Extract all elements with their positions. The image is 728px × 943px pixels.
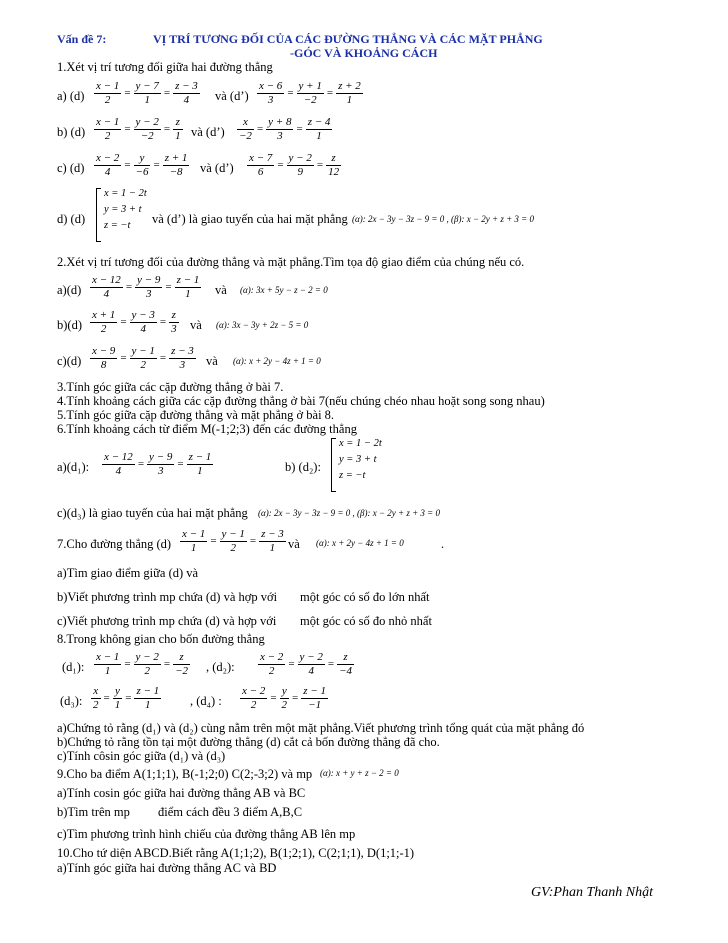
s8-d1-equation	[92, 651, 192, 677]
section-3: 3.Tính góc giữa các cặp đường thẳng ở bài 7.	[57, 380, 284, 394]
denominator: 2	[100, 322, 107, 335]
section-5: 5.Tính góc giữa cặp đường thẳng và mặt phẳng ở bài 8.	[57, 408, 335, 422]
section-9-title: 9.Cho ba điểm A(1;1;1), B(-1;2;0) C(2;-3;2) và mp	[57, 767, 313, 781]
denominator: 2	[230, 541, 236, 554]
denominator: 2	[104, 129, 111, 142]
numerator: y	[134, 152, 151, 166]
numerator: y − 9	[149, 451, 173, 463]
numerator: x − 6	[259, 80, 283, 92]
numerator: z + 2	[338, 80, 361, 92]
s8b: b)Chứng tỏ rằng tồn tại một đường thẳng (d) cắt cả bốn đường thẳng đã cho.	[57, 735, 440, 749]
fraction	[237, 116, 254, 142]
denominator: 2	[268, 664, 275, 677]
s1c-equation-d	[92, 152, 191, 178]
fraction	[173, 80, 200, 106]
s2b-plane: (α): 3x − 3y + 2z − 5 = 0	[216, 320, 309, 330]
fraction	[298, 651, 325, 677]
fraction	[94, 152, 121, 178]
equals-sign: =	[327, 657, 335, 670]
numerator: x − 2	[260, 651, 284, 663]
fraction	[175, 274, 202, 300]
s8-d3-label: (d₃):	[60, 694, 83, 708]
denominator: 1	[185, 287, 191, 300]
numerator: x + 1	[92, 309, 116, 321]
equals-sign: =	[288, 657, 295, 670]
s1d-planes: (α): 2x − 3y − 3z − 9 = 0 , (β): x − 2y + z + 3 = 0	[352, 214, 535, 224]
equals-sign: =	[296, 122, 303, 135]
fraction	[336, 80, 363, 106]
fraction	[173, 651, 190, 677]
numerator: x − 12	[104, 451, 133, 463]
s7-equation	[178, 528, 288, 554]
numerator: z	[326, 152, 341, 166]
numerator: x	[91, 685, 101, 699]
numerator: z − 3	[261, 528, 284, 540]
page-title: VỊ TRÍ TƯƠNG ĐỐI CỦA CÁC ĐƯỜNG THẲNG VÀ CÁC MẶT PHẲNG	[153, 32, 543, 46]
equals-sign: =	[210, 534, 217, 547]
equals-sign: =	[316, 158, 324, 171]
denominator: 3	[157, 464, 164, 477]
denominator: −2	[239, 129, 252, 142]
denominator: 1	[114, 698, 121, 711]
denominator: −1	[308, 698, 322, 711]
denominator: 3	[145, 287, 152, 300]
topic-label: Vấn đề 7:	[57, 32, 107, 46]
numerator: y − 1	[131, 345, 155, 357]
denominator: 8	[100, 358, 107, 371]
s7-dot: .	[441, 537, 445, 551]
equals-sign: =	[163, 122, 171, 135]
denominator: 1	[144, 93, 150, 106]
numerator: y − 2	[288, 152, 312, 164]
denominator: 1	[316, 129, 322, 142]
s1a-and: và (d’)	[215, 89, 249, 103]
denominator: 6	[257, 165, 264, 178]
denominator: −6	[135, 165, 149, 178]
fraction	[94, 651, 121, 677]
fraction	[180, 528, 207, 554]
page-subtitle: -GÓC VÀ KHOẢNG CÁCH	[290, 46, 438, 60]
fraction	[287, 152, 314, 178]
numerator: y	[280, 685, 290, 699]
numerator: y − 2	[135, 651, 159, 663]
numerator: z − 1	[188, 451, 212, 463]
fraction	[135, 274, 162, 300]
s1a-equation-dp	[255, 80, 365, 106]
equals-sign: =	[249, 534, 257, 547]
numerator: x − 2	[96, 152, 120, 164]
denominator: −2	[175, 664, 188, 677]
fraction	[134, 116, 161, 142]
fraction	[306, 116, 333, 142]
fraction	[240, 685, 267, 711]
s2b-label: b)(d)	[57, 318, 82, 332]
fraction	[134, 651, 161, 677]
numerator: y − 1	[221, 528, 245, 540]
s2c-and: và	[206, 354, 218, 368]
fraction	[130, 345, 157, 371]
s6b-sys-y: y = 3 + t	[339, 454, 377, 465]
numerator: x − 1	[182, 528, 206, 540]
denominator: 2	[250, 698, 257, 711]
s1a-label: a) (d)	[57, 89, 85, 103]
numerator: y − 9	[137, 274, 161, 286]
denominator: 4	[104, 165, 111, 178]
fraction	[94, 116, 121, 142]
s9a: a)Tính cosin góc giữa hai đường thẳng AB và BC	[57, 786, 306, 800]
fraction	[91, 685, 101, 711]
fraction	[169, 309, 179, 335]
s6b-sys-x: x = 1 − 2t	[339, 438, 382, 449]
equals-sign: =	[124, 86, 131, 99]
denominator: 2	[104, 93, 111, 106]
denominator: 2	[93, 698, 99, 711]
equals-sign: =	[287, 86, 294, 99]
equals-sign: =	[256, 122, 264, 135]
numerator: y − 2	[135, 116, 159, 128]
s1d-sys-x: x = 1 − 2t	[104, 188, 147, 199]
equals-sign: =	[124, 657, 131, 670]
s8-d4-label: , (d₄) :	[190, 694, 222, 708]
numerator: z − 4	[307, 116, 331, 128]
s7c-part2: một góc có số đo nhỏ nhất	[300, 614, 432, 628]
s6b-sys-z: z = −t	[339, 470, 366, 481]
s1b-label: b) (d)	[57, 125, 86, 139]
equals-sign: =	[177, 457, 184, 470]
equals-sign: =	[326, 86, 334, 99]
fraction	[280, 685, 290, 711]
denominator: 2	[144, 664, 150, 677]
s1c-and: và (d’)	[200, 161, 234, 175]
denominator: 4	[183, 93, 190, 106]
numerator: x	[237, 116, 254, 130]
section-4: 4.Tính khoảng cách giữa các cặp đường thẳng ở bài 7(nếu chúng chéo nhau hoặt song song nhau)	[57, 394, 545, 408]
numerator: x − 9	[92, 345, 116, 357]
fraction	[134, 152, 151, 178]
fraction	[220, 528, 247, 554]
fraction	[257, 80, 284, 106]
denominator: 4	[103, 287, 110, 300]
fraction	[134, 80, 161, 106]
numerator: y − 2	[299, 651, 323, 663]
s7-and: và	[288, 537, 300, 551]
equals-sign: =	[270, 691, 277, 704]
denominator: 2	[281, 698, 288, 711]
s1d-brace	[96, 188, 101, 242]
section-7-title: 7.Cho đường thẳng (d)	[57, 537, 172, 551]
numerator: z	[169, 309, 179, 323]
numerator: x − 1	[96, 116, 120, 128]
fraction	[90, 345, 117, 371]
s2a-label: a)(d)	[57, 283, 82, 297]
s8a: a)Chứng tỏ rằng (d₁) và (d₂) cùng nằm trên một mặt phẳng.Viết phương trình tổng quát của mặt phẳng đó	[57, 721, 585, 735]
fraction	[102, 451, 135, 477]
equals-sign: =	[120, 315, 127, 328]
denominator: 4	[308, 664, 314, 677]
s1d-label: d) (d)	[57, 212, 86, 226]
section-2-title: 2.Xét vị trí tương đối của đường thẳng và mặt phẳng.Tìm tọa độ giao điểm của chúng nếu có.	[57, 255, 525, 269]
fraction	[130, 309, 157, 335]
s8c: c)Tính côsin góc giữa (d₁) và (d₃)	[57, 749, 226, 763]
denominator: 12	[328, 165, 340, 178]
equals-sign: =	[125, 691, 132, 704]
numerator: z	[173, 651, 190, 665]
s8-d1-label: (d₁):	[62, 660, 85, 674]
equals-sign: =	[159, 315, 167, 328]
s7b-part1: b)Viết phương trình mp chứa (d) và hợp với	[57, 590, 278, 604]
denominator: 4	[140, 322, 146, 335]
fraction	[326, 152, 341, 178]
numerator: z + 1	[164, 152, 188, 164]
s7-plane: (α): x + 2y − 4z + 1 = 0	[316, 538, 404, 548]
denominator: 3	[171, 322, 177, 335]
denominator: 2	[140, 358, 146, 371]
equals-sign: =	[163, 86, 171, 99]
numerator: z − 1	[303, 685, 326, 697]
s7c-part1: c)Viết phương trình mp chứa (d) và hợp với	[57, 614, 277, 628]
denominator: 1	[269, 541, 276, 554]
s1d-sys-y: y = 3 + t	[104, 204, 142, 215]
fraction	[134, 685, 161, 711]
equals-sign: =	[165, 280, 172, 293]
equals-sign: =	[153, 158, 160, 171]
s6a-equation	[100, 451, 215, 477]
numerator: x − 12	[92, 274, 121, 286]
s7b-part2: một góc có số đo lớn nhất	[300, 590, 430, 604]
fraction	[169, 345, 196, 371]
denominator: 4	[115, 464, 122, 477]
equals-sign: =	[137, 457, 145, 470]
s7a: a)Tìm giao điểm giữa (d) và	[57, 566, 199, 580]
fraction	[337, 651, 354, 677]
s2a-equation	[88, 274, 203, 300]
s8-d2-label: , (d₂):	[206, 660, 235, 674]
s1d-system	[104, 188, 147, 236]
denominator: −8	[169, 165, 183, 178]
s8-d2-equation	[256, 651, 356, 677]
s2c-label: c)(d)	[57, 354, 82, 368]
fraction	[163, 152, 190, 178]
s2b-equation	[88, 309, 181, 335]
s1c-equation-dp	[245, 152, 343, 178]
fraction	[113, 685, 123, 711]
numerator: y − 7	[135, 80, 159, 92]
s8-d3-equation	[89, 685, 163, 711]
s6c-label: c)(d₃) là giao tuyến của hai mặt phẳng	[57, 506, 248, 520]
fraction	[90, 309, 117, 335]
fraction	[90, 274, 123, 300]
s1a-equation-d	[92, 80, 202, 106]
s9c: c)Tìm phương trình hình chiếu của đường thẳng AB lên mp	[57, 827, 356, 841]
equals-sign: =	[277, 158, 284, 171]
equals-sign: =	[120, 351, 127, 364]
section-6-title: 6.Tính khoảng cách từ điểm M(-1;2;3) đến các đường thẳng	[57, 422, 357, 436]
denominator: 3	[179, 358, 186, 371]
denominator: 1	[346, 93, 353, 106]
fraction	[258, 651, 285, 677]
s1d-sys-z: z = −t	[104, 220, 131, 231]
denominator: 1	[104, 664, 111, 677]
denominator: 3	[267, 93, 274, 106]
s2c-plane: (α): x + 2y − 4z + 1 = 0	[233, 356, 321, 366]
s8-d4-equation	[238, 685, 330, 711]
s6a-label: a)(d₁):	[57, 460, 90, 474]
section-1-title: 1.Xét vị trí tương đối giữa hai đường thẳng	[57, 60, 273, 74]
denominator: −2	[303, 93, 317, 106]
equals-sign: =	[125, 280, 133, 293]
numerator: x − 1	[96, 651, 120, 663]
fraction	[297, 80, 324, 106]
denominator: 9	[297, 165, 303, 178]
denominator: 1	[197, 464, 203, 477]
s1c-label: c) (d)	[57, 161, 85, 175]
numerator: y − 3	[131, 309, 155, 321]
numerator: y + 1	[298, 80, 322, 92]
fraction	[147, 451, 174, 477]
s9b-part2: điểm cách đều 3 điểm A,B,C	[158, 805, 303, 819]
s1b-equation-dp	[235, 116, 334, 142]
equals-sign: =	[163, 657, 171, 670]
s1b-equation-d	[92, 116, 185, 142]
section-8-title: 8.Trong không gian cho bốn đường thẳng	[57, 632, 265, 646]
fraction	[301, 685, 328, 711]
denominator: 1	[190, 541, 197, 554]
s6c-planes: (α): 2x − 3y − 3z − 9 = 0 , (β): x − 2y + z + 3 = 0	[258, 508, 441, 518]
author-signature: GV:Phan Thanh Nhật	[531, 885, 653, 900]
s2a-plane: (α): 3x + 5y − z − 2 = 0	[240, 285, 328, 295]
s9-plane: (α): x + y + z − 2 = 0	[320, 768, 399, 778]
s6b-label: b) (d₂):	[285, 460, 321, 474]
s6b-brace	[331, 438, 336, 492]
numerator: z	[173, 116, 183, 130]
denominator: 3	[277, 129, 283, 142]
numerator: z − 1	[176, 274, 200, 286]
equals-sign: =	[159, 351, 167, 364]
s2a-and: và	[215, 283, 227, 297]
equals-sign: =	[103, 691, 110, 704]
denominator: 1	[145, 698, 151, 711]
s2c-equation	[88, 345, 198, 371]
fraction	[259, 528, 286, 554]
section-10-title: 10.Cho tứ diện ABCD.Biết rằng A(1;1;2), B(1;2;1), C(2;1;1), D(1;1;-1)	[57, 846, 415, 860]
s1b-and: và (d’)	[191, 125, 225, 139]
equals-sign: =	[124, 122, 131, 135]
denominator: −4	[339, 664, 352, 677]
fraction	[266, 116, 293, 142]
numerator: x − 2	[242, 685, 266, 697]
s9b-part1: b)Tìm trên mp	[57, 805, 130, 819]
fraction	[187, 451, 214, 477]
numerator: y	[113, 685, 123, 699]
s2b-and: và	[190, 318, 202, 332]
numerator: z	[337, 651, 354, 665]
fraction	[247, 152, 274, 178]
denominator: 1	[175, 129, 181, 142]
fraction	[94, 80, 121, 106]
numerator: y + 8	[268, 116, 292, 128]
s1d-text: và (d’) là giao tuyến của hai mặt phẳng	[152, 212, 348, 226]
s10a: a)Tính góc giữa hai đường thẳng AC và BD	[57, 861, 277, 875]
numerator: z − 1	[136, 685, 160, 697]
numerator: x − 1	[96, 80, 120, 92]
numerator: z − 3	[175, 80, 198, 92]
fraction	[173, 116, 183, 142]
denominator: −2	[140, 129, 154, 142]
numerator: z − 3	[171, 345, 194, 357]
numerator: x − 7	[249, 152, 273, 164]
equals-sign: =	[124, 158, 131, 171]
equals-sign: =	[292, 691, 299, 704]
s6b-system	[339, 438, 382, 486]
